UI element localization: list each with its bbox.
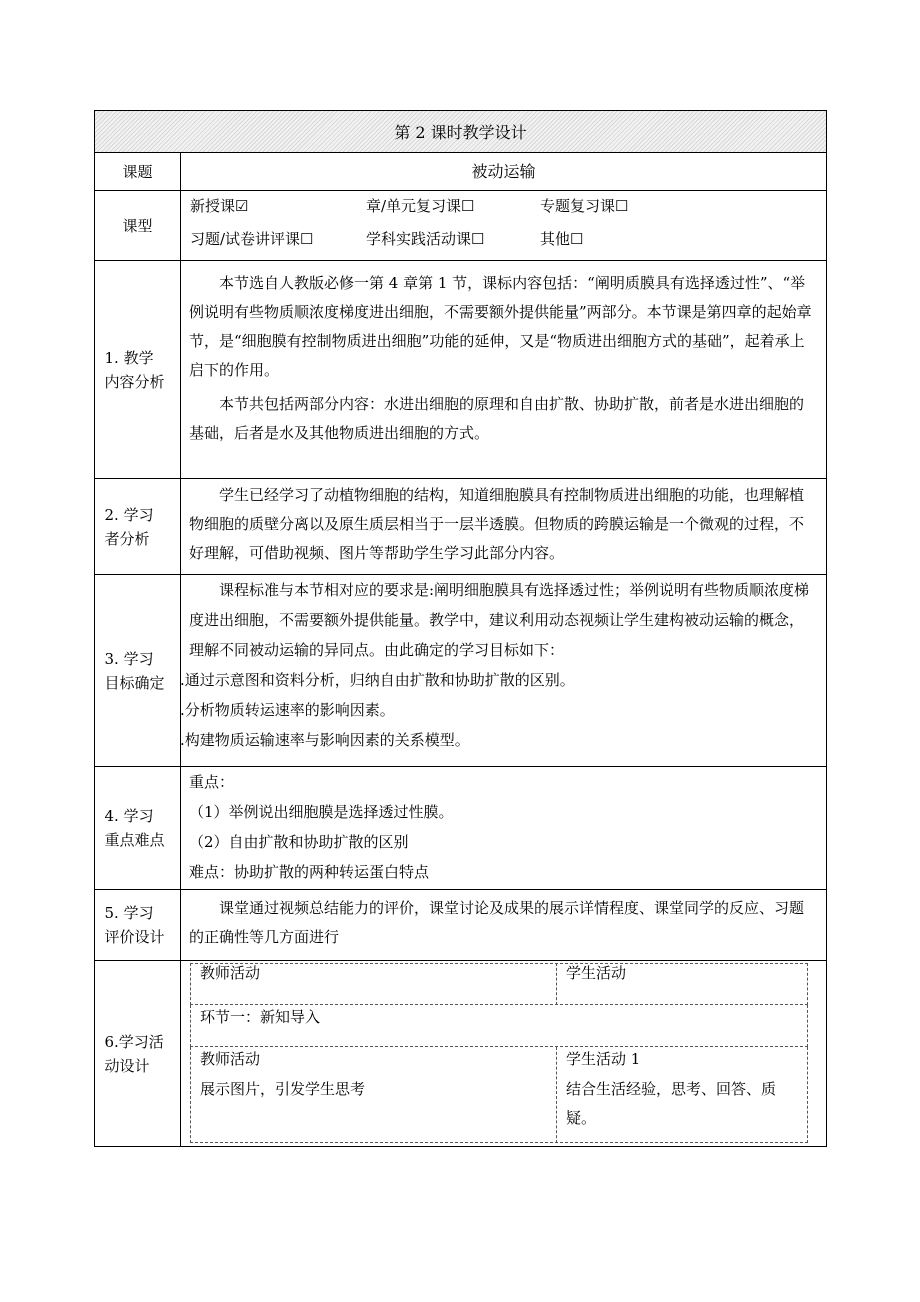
teacher-activity-text: 展示图片，引发学生思考 [200,1080,366,1098]
evaluation-row [95,889,826,960]
content-analysis-para-2: 本节共包括两部分内容：水进出细胞的原理和自由扩散、协助扩散，前者是水进出细胞的基础，后者是水及其他物质进出细胞的方式。 [189,395,805,442]
evaluation-text-cell [181,890,826,960]
learner-analysis-label-cell [95,479,181,574]
objective-item-1: .通过示意图和资料分析，归纳自由扩散和协助扩散的区别。 [180,671,575,689]
header-student-activity: 学生活动 [566,964,627,982]
activity-divider [556,1047,557,1143]
objective-item-3: .构建物质运输速率与影响因素的关系模型。 [180,731,470,749]
content-analysis-para-1: 本节选自人教版必修一第 4 章第 1 节，课标内容包括：“阐明质膜具有选择透过性”、“举例说明有些物质顺浓度梯度进出细胞，不需要额外提供能量”两部分。本节课是第四章的起始章节，是“细胞膜有控制物质进出细胞”功能的延伸，又是“物质进出细胞方式的基础”，起着承上启下的作用。 [189,274,812,379]
activities-label-1: 6.学习活 [104,1032,164,1051]
student-activity-text: 结合生活经验，思考、回答、质疑。 [566,1080,777,1127]
header-teacher-activity: 教师活动 [200,964,261,982]
activities-label-2: 动设计 [104,1056,150,1075]
content-analysis-row [95,260,826,478]
content-analysis-label-cell [95,261,181,478]
activities-cell [181,961,826,1146]
objectives-text-cell [181,575,826,766]
key-points-label-1: 4. 学习 [104,807,154,825]
key-points-label-cell [95,767,181,889]
type-option-unit-review: 章/单元复习课☐ [366,197,475,215]
table-title: 第 2 课时教学设计 [394,123,527,142]
activities-header-divider [556,963,557,1005]
objective-item-2: .分析物质转运速率的影响因素。 [180,701,395,719]
activities-label-cell [95,961,181,1146]
teacher-activity-label: 教师活动 [200,1050,261,1068]
type-option-exercise: 习题/试卷讲评课☐ [190,230,314,248]
key-points-text-cell [181,767,826,889]
objectives-para: 课程标准与本节相对应的要求是:阐明细胞膜具有选择透过性；举例说明有些物质顺浓度梯度进出细胞，不需要额外提供能量。教学中，建议利用动态视频让学生建构被动运输的概念，理解不同被动运输的异同点。由此确定的学习目标如下： [189,581,810,659]
student-activity-label: 学生活动 1 [566,1050,641,1068]
topic-label-cell [95,153,181,190]
objectives-label-1: 3. 学习 [104,649,154,668]
learner-analysis-label-1: 2. 学习 [104,505,154,524]
objectives-label-2: 目标确定 [104,673,165,692]
difficult-point: 难点：协助扩散的两种转运蛋白特点 [189,863,430,881]
key-points-row [95,766,826,889]
type-option-practice: 学科实践活动课☐ [366,230,485,248]
type-label-cell [95,191,181,260]
key-point-1: （1）举例说出细胞膜是选择透过性膜。 [189,803,454,821]
evaluation-label-2: 评价设计 [104,928,165,946]
activities-row [95,960,826,1146]
objective-item-1-text: 通过示意图和资料分析，归纳自由扩散和协助扩散的区别。 [184,671,575,689]
type-options-cell [181,191,826,260]
learner-analysis-para: 学生已经学习了动植物细胞的结构，知道细胞膜具有控制物质进出细胞的功能，也理解植物细胞的质壁分离以及原生质层相当于一层半透膜。但物质的跨膜运输是一个微观的过程，不好理解，可借助视频、图片等帮助学生学习此部分内容。 [189,486,805,562]
objective-item-3-text: 构建物质运输速率与影响因素的关系模型。 [184,731,470,749]
key-point-2: （2）自由扩散和协助扩散的区别 [189,833,409,851]
topic-value: 被动运输 [471,162,536,181]
content-analysis-label-1: 1. 教学 [104,348,154,367]
activities-header-box [190,963,808,1005]
topic-value-cell [181,153,826,190]
type-label: 课型 [122,216,153,235]
topic-row [95,152,826,190]
type-option-other: 其他☐ [540,230,584,248]
key-points-label-2: 重点难点 [104,831,165,849]
learner-analysis-label-2: 者分析 [104,529,150,548]
evaluation-label-1: 5. 学习 [104,904,154,922]
type-option-topic-review: 专题复习课☐ [540,197,629,215]
type-row [95,190,826,260]
type-option-new: 新授课☑ [190,197,249,215]
stage-1-title: 环节一：新知导入 [200,1008,321,1026]
key-points-heading: 重点： [189,773,235,791]
objectives-label-cell [95,575,181,766]
evaluation-para: 课堂通过视频总结能力的评价，课堂讨论及成果的展示详情程度、课堂同学的反应、习题的正确性等几方面进行 [189,899,805,946]
learner-analysis-row [95,478,826,574]
content-analysis-label-2: 内容分析 [104,372,165,391]
evaluation-label-cell [95,890,181,960]
content-analysis-text-cell [181,261,826,478]
learner-analysis-text-cell [181,479,826,574]
lesson-design-table [94,110,827,1147]
topic-label: 课题 [122,162,153,181]
table-title-row [95,111,826,152]
objectives-row [95,574,826,766]
objective-item-2-text: 分析物质转运速率的影响因素。 [184,701,395,719]
